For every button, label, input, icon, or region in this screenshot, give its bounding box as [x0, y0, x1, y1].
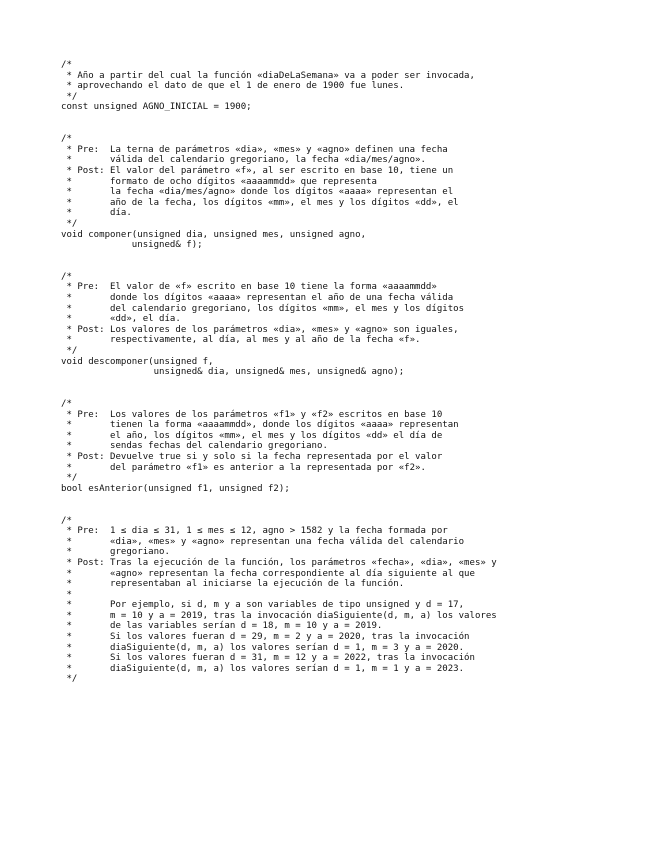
code-line: void componer(unsigned dia, unsigned mes, unsigned agno,	[61, 229, 367, 240]
code-line: * m = 10 y a = 2019, tras la invocación diaSiguiente(d, m, a) los valores	[61, 610, 497, 621]
code-line: unsigned& f);	[61, 240, 203, 251]
code-line: bool esAnterior(unsigned f1, unsigned f2);	[61, 483, 290, 494]
code-line: *	[61, 589, 72, 600]
code-line: * «dia», «mes» y «agno» representan una fecha válida del calendario	[61, 536, 465, 547]
code-line: * Pre: Los valores de los parámetros «f1» y «f2» escritos en base 10	[61, 409, 443, 420]
code-line: void descomponer(unsigned f,	[61, 356, 214, 367]
code-line: /*	[61, 60, 72, 70]
code-line: /*	[61, 515, 72, 526]
code-line: * año de la fecha, los dígitos «mm», el mes y los dígitos «dd», el	[61, 197, 459, 208]
code-line: unsigned& dia, unsigned& mes, unsigned& agno);	[61, 367, 405, 378]
code-line: * representaban al iniciarse la ejecución de la función.	[61, 579, 405, 590]
code-line: const unsigned AGNO_INICIAL = 1900;	[61, 102, 252, 113]
code-line: * tienen la forma «aaaammdd», donde los dígitos «aaaa» representan	[61, 420, 459, 431]
code-line	[61, 378, 641, 389]
code-line: * respectivamente, al día, al mes y al año de la fecha «f».	[61, 335, 421, 346]
code-line: * día.	[61, 208, 132, 219]
code-line	[61, 388, 641, 399]
code-line: * válida del calendario gregoriano, la fecha «dia/mes/agno».	[61, 155, 426, 166]
code-line: */	[61, 218, 78, 229]
code-line	[61, 261, 641, 272]
code-line: * Post: Devuelve true si y solo si la fecha representada por el valor	[61, 451, 443, 462]
code-line: * «agno» representan la fecha correspondiente al día siguiente al que	[61, 568, 475, 579]
code-line: * de las variables serían d = 18, m = 10 y a = 2019.	[61, 621, 383, 632]
code-line: * Post: El valor del parámetro «f», al ser escrito en base 10, tiene un	[61, 165, 454, 176]
code-line: * sendas fechas del calendario gregoriano.	[61, 441, 328, 452]
code-line: * la fecha «dia/mes/agno» donde los dígitos «aaaa» representan el	[61, 187, 454, 198]
code-line: * gregoriano.	[61, 547, 170, 558]
code-line: * Año a partir del cual la función «diaDeLaSemana» va a poder ser invocada,	[61, 70, 475, 81]
code-line: * diaSiguiente(d, m, a) los valores serían d = 1, m = 1 y a = 2023.	[61, 663, 465, 674]
code-line: * del calendario gregoriano, los dígitos «mm», el mes y los dígitos	[61, 303, 465, 314]
code-line: */	[61, 346, 78, 357]
code-line: * Post: Los valores de los parámetros «dia», «mes» y «agno» son iguales,	[61, 324, 459, 335]
code-line: * donde los dígitos «aaaa» representan el año de una fecha válida	[61, 293, 454, 304]
code-line: /*	[61, 271, 72, 282]
code-listing	[61, 60, 641, 685]
code-line: /*	[61, 399, 72, 409]
code-line: * «dd», el día.	[61, 314, 181, 325]
code-line: * Pre: El valor de «f» escrito en base 10 tiene la forma «aaaammdd»	[61, 282, 437, 293]
code-line: * Pre: 1 ≤ dia ≤ 31, 1 ≤ mes ≤ 12, agno > 1582 y la fecha formada por	[61, 526, 448, 537]
code-line: */	[61, 674, 78, 685]
code-line: * Por ejemplo, si d, m y a son variables de tipo unsigned y d = 17,	[61, 600, 465, 611]
code-line: * Si los valores fueran d = 29, m = 2 y a = 2020, tras la invocación	[61, 632, 470, 643]
code-line: */	[61, 91, 78, 102]
code-line: * Pre: La terna de parámetros «dia», «mes» y «agno» definen una fecha	[61, 144, 448, 155]
code-line: * diaSiguiente(d, m, a) los valores serían d = 1, m = 3 y a = 2020.	[61, 642, 465, 653]
code-line: /*	[61, 134, 72, 145]
code-line	[61, 113, 641, 124]
code-line: * del parámetro «f1» es anterior a la representada por «f2».	[61, 462, 426, 473]
code-line: * formato de ocho dígitos «aaaammdd» que representa	[61, 176, 377, 187]
code-line	[61, 124, 641, 135]
code-line: * el año, los dígitos «mm», el mes y los dígitos «dd» el día de	[61, 430, 443, 441]
code-line: * Si los valores fueran d = 31, m = 12 y a = 2022, tras la invocación	[61, 653, 475, 664]
code-line	[61, 505, 641, 516]
code-line: */	[61, 473, 78, 484]
code-line	[61, 251, 641, 262]
code-line	[61, 494, 641, 505]
code-line: * aprovechando el dato de que el 1 de enero de 1900 fue lunes.	[61, 81, 405, 92]
code-line: * Post: Tras la ejecución de la función, los parámetros «fecha», «dia», «mes» y	[61, 557, 497, 568]
